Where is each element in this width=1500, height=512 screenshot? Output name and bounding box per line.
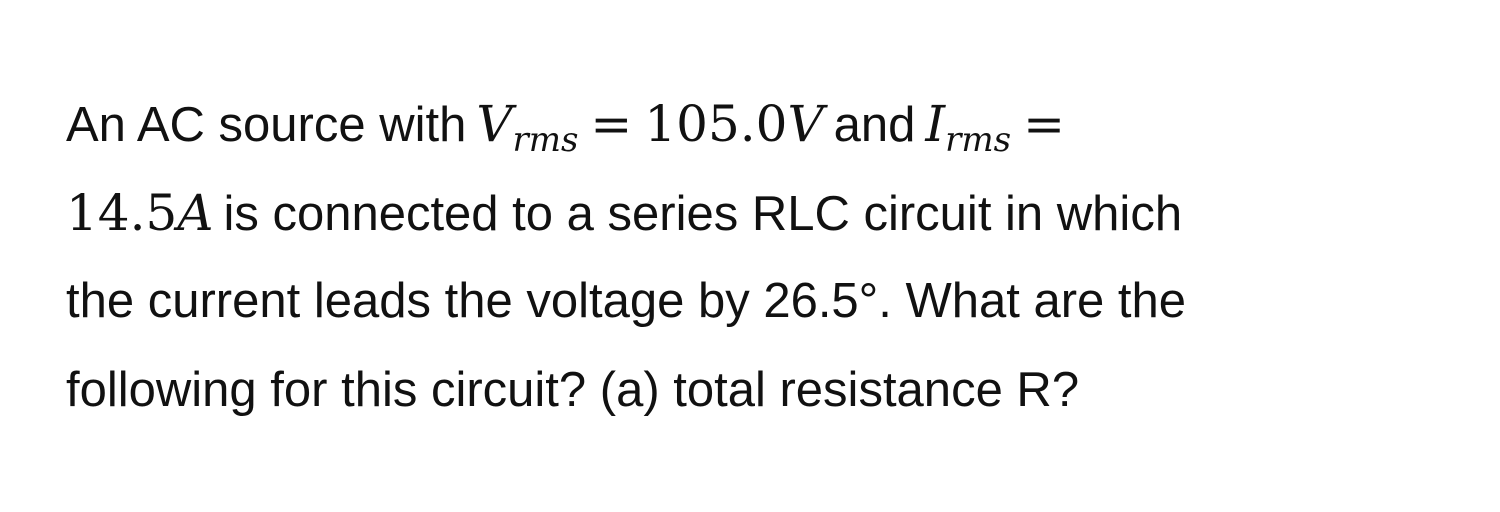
irms-equals: =: [1023, 95, 1065, 153]
problem-text-intro: An AC source with: [66, 98, 467, 152]
vrms-symbol: V: [476, 95, 513, 153]
irms-equation-end: [66, 184, 213, 242]
vrms-unit: V: [787, 95, 824, 153]
problem-text-circuit: is connected to a series RLC circuit in which: [223, 186, 1183, 241]
vrms-subscript: rms: [512, 120, 579, 160]
problem-text-and: and: [833, 98, 916, 152]
problem-line-3: the current leads the voltage by 26.5°. What are the: [66, 274, 1187, 328]
vrms-equation: [476, 95, 824, 160]
irms-symbol: I: [925, 95, 946, 153]
vrms-equals: =: [590, 95, 633, 153]
irms-subscript: rms: [945, 120, 1012, 160]
irms-unit: A: [177, 183, 214, 242]
irms-equation-start: [925, 95, 1077, 160]
problem-line-4: following for this circuit? (a) total resistance R?: [66, 362, 1080, 417]
vrms-value: 105.0: [644, 95, 788, 153]
problem-line-1: [66, 80, 1446, 169]
problem-line-2: [66, 169, 1446, 258]
problem-statement: [66, 80, 1446, 434]
irms-value: 14.5: [66, 183, 178, 242]
